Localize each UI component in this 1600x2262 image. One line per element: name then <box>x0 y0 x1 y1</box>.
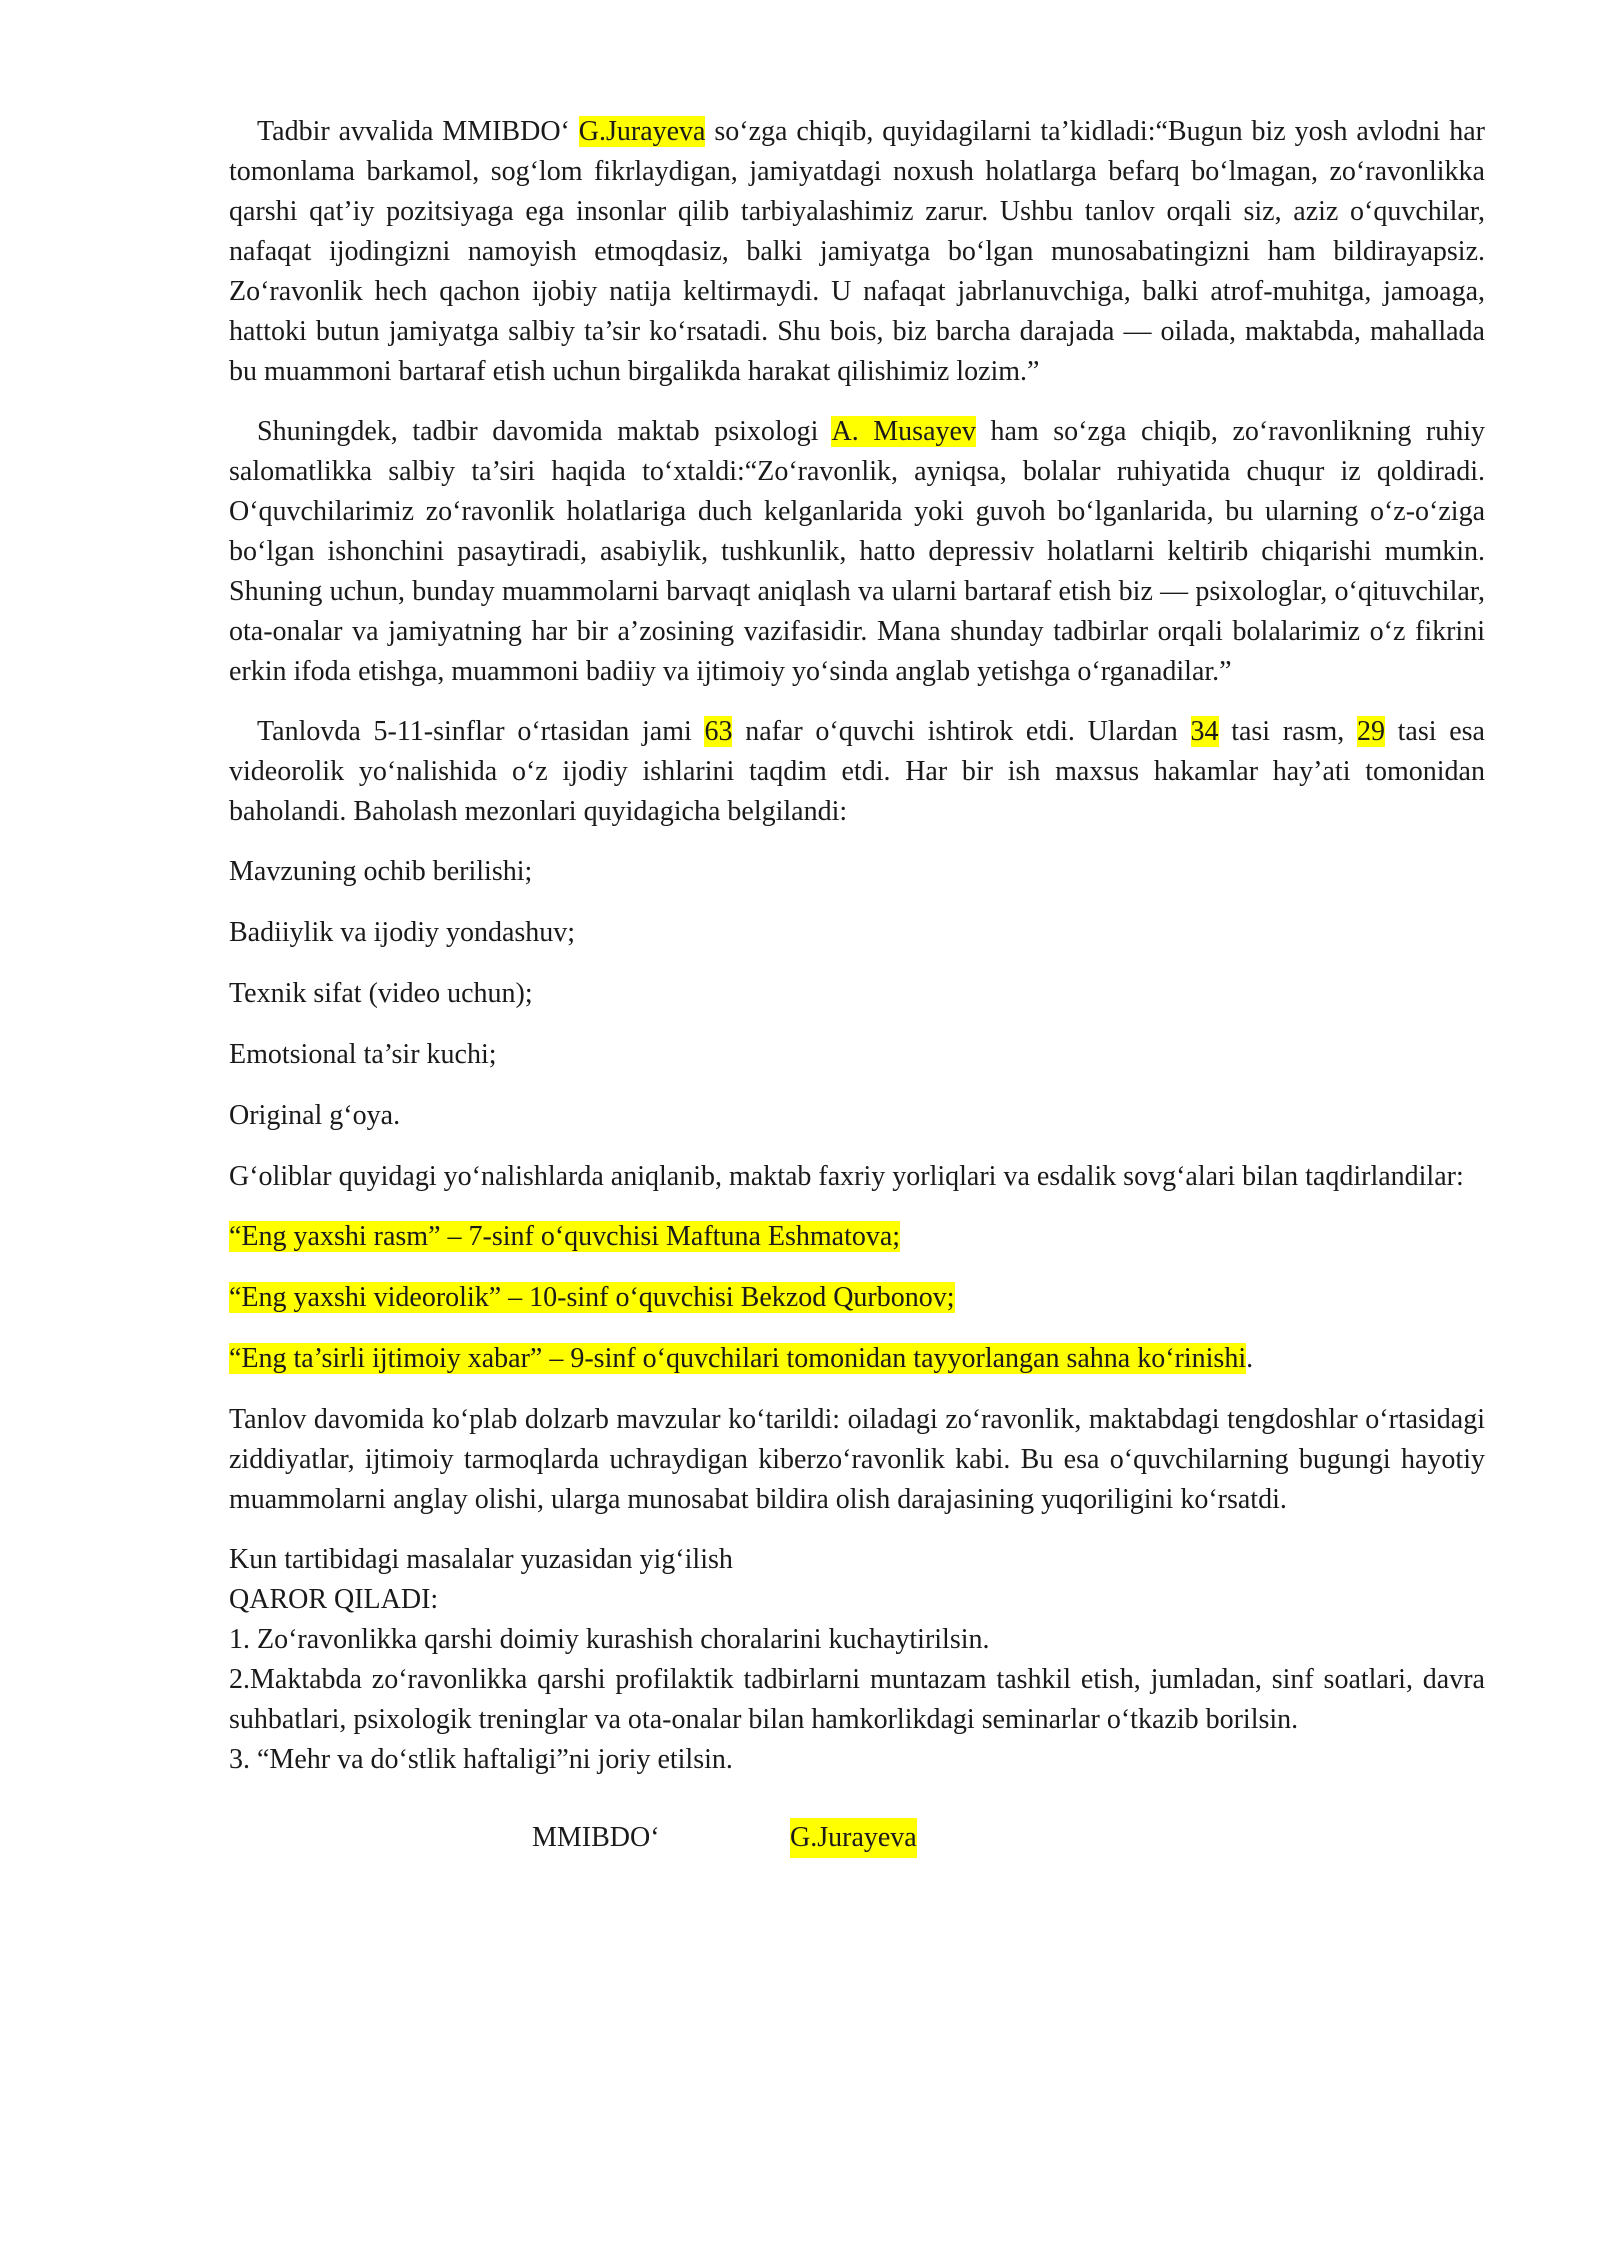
highlighted-number: 63 <box>704 716 733 747</box>
highlighted-name: A. Musayev <box>831 416 976 447</box>
paragraph-psychologist-speech <box>229 412 1485 692</box>
text-segment: so‘zga chiqib, quyidagilarni ta’kidladi:“Bugun biz yosh avlodni har tomonlama barkamol, sog‘lom fikrlaydigan, jamiyatdagi noxush holatlarga befarq bo‘lmagan, zo‘ravonlikka qarshi qat’iy pozitsiyaga ega insonlar qilib tarbiyalashimiz zarur. Ushbu tanlov orqali siz, aziz o‘quvchilar, nafaqat ijodingizni namoyish etmoqdasiz, balki jamiyatga bo‘lgan munosabatingizni ham bildirayapsiz. Zo‘ravonlik hech qachon ijobiy natija keltirmaydi. U nafaqat jabrlanuvchiga, balki atrof-muhitga, jamoaga, hattoki butun jamiyatga salbiy ta’sir ko‘rsatadi. Shu bois, biz barcha darajada — oilada, maktabda, mahallada bu muammoni bartaraf etish uchun birgalikda harakat qilishimiz lozim.” <box>229 116 1485 387</box>
decision-heading: Kun tartibidagi masalalar yuzasidan yig‘ilish <box>229 1544 733 1575</box>
highlighted-name: G.Jurayeva <box>578 116 706 147</box>
winner-item <box>229 1217 1485 1257</box>
decision-item: 1. Zo‘ravonlikka qarshi doimiy kurashish choralarini kuchaytirilsin. <box>229 1624 990 1655</box>
text-segment: Shuningdek, tadbir davomida maktab psixologi <box>257 416 832 447</box>
criteria-item: Badiiylik va ijodiy yondashuv; <box>229 917 576 948</box>
text-segment: tasi rasm, <box>1218 716 1357 747</box>
paragraph-topics: Tanlov davomida ko‘plab dolzarb mavzular ko‘tarildi: oiladagi zo‘ravonlik, maktabdagi tengdoshlar o‘rtasidagi ziddiyatlar, ijtimoiy tarmoqlarda uchraydigan kiberzo‘ravonlik kabi. Bu esa o‘quvchilarning bugungi hayotiy muammolarni anglay olishi, ularga munosabat bildira olish darajasining yuqoriligini ko‘rsatdi. <box>229 1404 1485 1515</box>
text-segment: Tanlovda 5-11-sinflar o‘rtasidan jami <box>257 716 705 747</box>
criteria-item: Texnik sifat (video uchun); <box>229 978 533 1009</box>
winner-item <box>229 1339 1485 1379</box>
criteria-item: Original g‘oya. <box>229 1100 401 1131</box>
text-segment: Tadbir avvalida MMIBDO‘ <box>257 116 579 147</box>
text-segment: tasi esa videorolik yo‘nalishida o‘z ijodiy ishlarini taqdim etdi. Har bir ish maxsus hakamlar hay’ati tomonidan baholandi. Baholash mezonlari quyidagicha belgilandi: <box>229 716 1485 827</box>
paragraph-opening-speech <box>229 112 1485 392</box>
signature-role: MMIBDO‘ <box>532 1822 660 1853</box>
paragraph-winners-intro: G‘oliblar quyidagi yo‘nalishlarda aniqlanib, maktab faxriy yorliqlari va esdalik sovg‘alari bilan taqdirlandilar: <box>229 1161 1464 1192</box>
decision-section <box>229 1540 1485 1780</box>
winner-item <box>229 1278 1485 1318</box>
decision-item: 2.Maktabda zo‘ravonlikka qarshi profilaktik tadbirlarni muntazam tashkil etish, jumladan, sinf soatlari, davra suhbatlari, psixologik treninglar va ota-onalar bilan hamkorlikdagi seminarlar o‘tkazib borilsin. <box>229 1664 1485 1735</box>
paragraph-participants <box>229 712 1485 832</box>
decision-title: QAROR QILADI: <box>229 1584 439 1615</box>
text-segment: ham so‘zga chiqib, zo‘ravonlikning ruhiy salomatlikka salbiy ta’siri haqida to‘xtaldi:“Zo‘ravonlik, ayniqsa, bolalar ruhiyatida chuqur iz qoldiradi. O‘quvchilarimiz zo‘ravonlik holatlariga duch kelganlarida yoki guvoh bo‘lganlarida, bu ularning o‘z-o‘ziga bo‘lgan ishonchini pasaytiradi, asabiylik, tushkunlik, hatto depressiv holatlarni keltirib chiqarishi mumkin. Shuning uchun, bunday muammolarni barvaqt aniqlash va ularni bartaraf etish biz — psixologlar, o‘qituvchilar, ota-onalar va jamiyatning har bir a’zosining vazifasidir. Mana shunday tadbirlar orqali bolalarimiz o‘z fikrini erkin ifoda etishga, muammoni badiiy va ijtimoiy yo‘sinda anglab yetishga o‘rganadilar.” <box>229 416 1486 687</box>
signature-name: G.Jurayeva <box>790 1818 917 1858</box>
decision-item: 3. “Mehr va do‘stlik haftaligi”ni joriy etilsin. <box>229 1744 733 1775</box>
winner-text: “Eng yaxshi rasm” – 7-sinf o‘quvchisi Maftuna Eshmatova; <box>229 1221 901 1252</box>
winner-suffix: . <box>1246 1343 1254 1374</box>
text-segment: nafar o‘quvchi ishtirok etdi. Ulardan <box>732 716 1191 747</box>
signature-line <box>229 1818 1485 1858</box>
highlighted-number: 34 <box>1190 716 1219 747</box>
highlighted-number: 29 <box>1356 716 1385 747</box>
winner-text: “Eng ta’sirli ijtimoiy xabar” – 9-sinf o‘quvchilari tomonidan tayyorlangan sahna ko‘rinishi <box>229 1343 1247 1374</box>
criteria-item: Mavzuning ochib berilishi; <box>229 856 533 887</box>
winner-text: “Eng yaxshi videorolik” – 10-sinf o‘quvchisi Bekzod Qurbonov; <box>229 1282 955 1313</box>
criteria-item: Emotsional ta’sir kuchi; <box>229 1039 497 1070</box>
